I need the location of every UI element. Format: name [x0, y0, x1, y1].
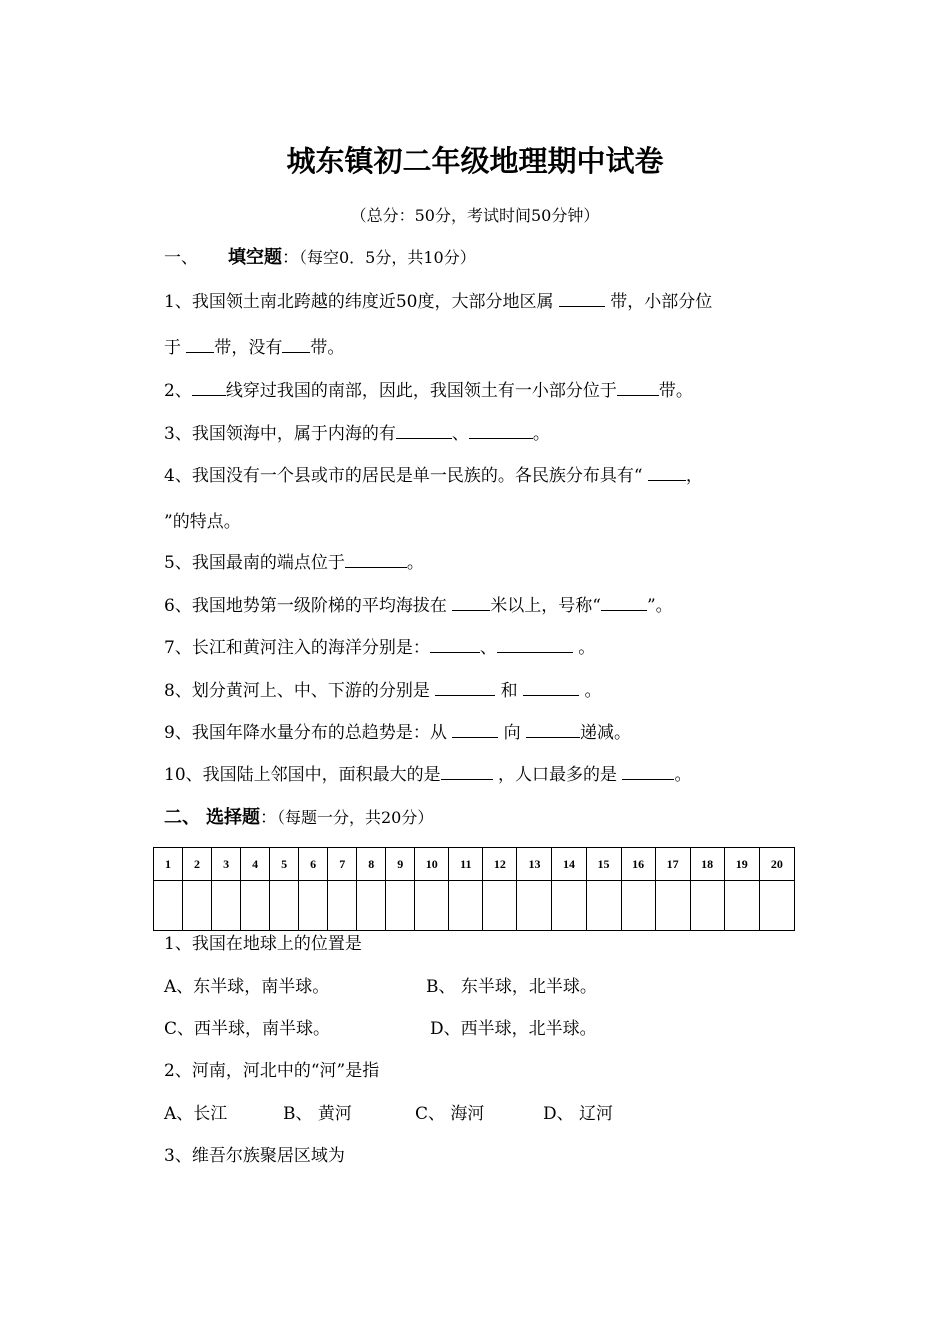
question-number-cell: 20	[759, 848, 794, 881]
section2-heading	[164, 808, 433, 828]
question-number-cell: 13	[517, 848, 552, 881]
answer-grid-header-row	[154, 848, 795, 881]
answer-blank[interactable]	[282, 338, 310, 353]
answer-blank[interactable]	[345, 553, 407, 568]
answer-blank[interactable]	[523, 681, 579, 696]
choice-question-3-stem: 3、维吾尔族聚居区域为	[164, 1146, 345, 1166]
answer-cell[interactable]	[299, 881, 328, 931]
fill-question-9: 9、我国年降水量分布的总趋势是：从 向 递减。	[164, 723, 632, 743]
question-number-cell: 18	[690, 848, 724, 881]
section2-title: 选择题	[206, 807, 260, 828]
answer-cell[interactable]	[655, 881, 690, 931]
question-number-cell: 16	[621, 848, 655, 881]
answer-cell[interactable]	[328, 881, 357, 931]
answer-cell[interactable]	[552, 881, 586, 931]
option-b[interactable]: B、 东半球，北半球。	[426, 977, 597, 997]
fill-question-4-cont: ”的特点。	[164, 512, 241, 532]
fill-question-4: 4、我国没有一个县或市的居民是单一民族的。各民族分布具有“ ，	[164, 466, 703, 486]
choice-question-2-options	[164, 1104, 613, 1124]
option-c[interactable]: C、西半球，南半球。	[164, 1019, 331, 1039]
question-number-cell: 2	[183, 848, 212, 881]
choice-question-1-options-row2	[164, 1019, 597, 1039]
answer-cell[interactable]	[270, 881, 299, 931]
option-d[interactable]: D、西半球，北半球。	[430, 1019, 597, 1039]
answer-cell[interactable]	[759, 881, 794, 931]
answer-grid-answer-row	[154, 881, 795, 931]
question-number-cell: 4	[241, 848, 270, 881]
question-number-cell: 7	[328, 848, 357, 881]
exam-title: 城东镇初二年级地理期中试卷	[286, 144, 664, 178]
section2-number: 二、	[164, 807, 200, 828]
section1-score-note: （每空0．5分，共10分）	[299, 248, 476, 267]
question-number-cell: 19	[724, 848, 759, 881]
section1-heading	[164, 248, 476, 268]
question-number-cell: 1	[154, 848, 183, 881]
question-number-cell: 11	[449, 848, 483, 881]
answer-blank[interactable]	[192, 381, 226, 396]
option-c[interactable]: C、 海河	[415, 1104, 485, 1124]
answer-grid	[153, 847, 795, 931]
answer-cell[interactable]	[724, 881, 759, 931]
answer-cell[interactable]	[183, 881, 212, 931]
fill-question-10: 10、我国陆上邻国中，面积最大的是 ，人口最多的是 。	[164, 765, 692, 785]
question-number-cell: 8	[357, 848, 386, 881]
fill-question-7: 7、长江和黄河注入的海洋分别是： 、 。	[164, 638, 596, 658]
answer-blank[interactable]	[441, 765, 493, 780]
answer-blank[interactable]	[186, 338, 214, 353]
section2-colon: ：	[260, 808, 277, 828]
choice-question-1-stem: 1、我国在地球上的位置是	[164, 934, 362, 954]
question-number-cell: 12	[483, 848, 517, 881]
answer-cell[interactable]	[586, 881, 621, 931]
answer-blank[interactable]	[601, 596, 647, 611]
exam-subtitle: （总分：50分，考试时间50分钟）	[350, 206, 600, 225]
answer-cell[interactable]	[154, 881, 183, 931]
choice-question-2-stem: 2、河南，河北中的“河”是指	[164, 1061, 380, 1081]
option-a[interactable]: A、长江	[164, 1104, 228, 1124]
fill-question-8: 8、划分黄河上、中、下游的分别是 和 。	[164, 681, 602, 701]
question-number-cell: 5	[270, 848, 299, 881]
answer-blank[interactable]	[559, 292, 605, 307]
question-number-cell: 6	[299, 848, 328, 881]
answer-blank[interactable]	[396, 424, 452, 439]
question-number-cell: 15	[586, 848, 621, 881]
answer-cell[interactable]	[621, 881, 655, 931]
section1-number: 一、	[164, 248, 198, 268]
question-number-cell: 14	[552, 848, 586, 881]
answer-cell[interactable]	[449, 881, 483, 931]
answer-cell[interactable]	[241, 881, 270, 931]
answer-blank[interactable]	[526, 723, 580, 738]
answer-blank[interactable]	[435, 681, 495, 696]
section1-colon: ：	[282, 248, 299, 268]
fill-question-6: 6、我国地势第一级阶梯的平均海拔在 米以上，号称“ ”。	[164, 596, 673, 616]
answer-cell[interactable]	[517, 881, 552, 931]
answer-cell[interactable]	[415, 881, 449, 931]
question-number-cell: 9	[386, 848, 415, 881]
fill-question-1-cont: 于 带，没有 带。	[164, 338, 345, 358]
answer-blank[interactable]	[617, 381, 659, 396]
option-d[interactable]: D、 辽河	[543, 1104, 614, 1124]
answer-blank[interactable]	[452, 723, 498, 738]
fill-question-3: 3、我国领海中，属于内海的有 、 。	[164, 424, 550, 444]
section2-score-note: （每题一分，共20分）	[277, 808, 434, 827]
choice-question-1-options-row1	[164, 977, 597, 997]
option-a[interactable]: A、东半球，南半球。	[164, 977, 330, 997]
answer-cell[interactable]	[212, 881, 241, 931]
answer-blank[interactable]	[452, 596, 490, 611]
fill-question-2: 2、 线穿过我国的南部，因此，我国领土有一小部分位于 带。	[164, 381, 693, 401]
question-number-cell: 10	[415, 848, 449, 881]
answer-blank[interactable]	[430, 638, 480, 653]
answer-cell[interactable]	[386, 881, 415, 931]
section1-title: 填空题	[228, 247, 282, 268]
question-number-cell: 3	[212, 848, 241, 881]
answer-blank[interactable]	[497, 638, 573, 653]
answer-cell[interactable]	[690, 881, 724, 931]
answer-blank[interactable]	[648, 466, 686, 481]
answer-cell[interactable]	[357, 881, 386, 931]
question-number-cell: 17	[655, 848, 690, 881]
option-b[interactable]: B、 黄河	[283, 1104, 352, 1124]
answer-blank[interactable]	[622, 765, 674, 780]
answer-blank[interactable]	[469, 424, 533, 439]
fill-question-1: 1、我国领土南北跨越的纬度近50度，大部分地区属 带，小部分位	[164, 292, 713, 312]
answer-cell[interactable]	[483, 881, 517, 931]
fill-question-5: 5、我国最南的端点位于 。	[164, 553, 424, 573]
